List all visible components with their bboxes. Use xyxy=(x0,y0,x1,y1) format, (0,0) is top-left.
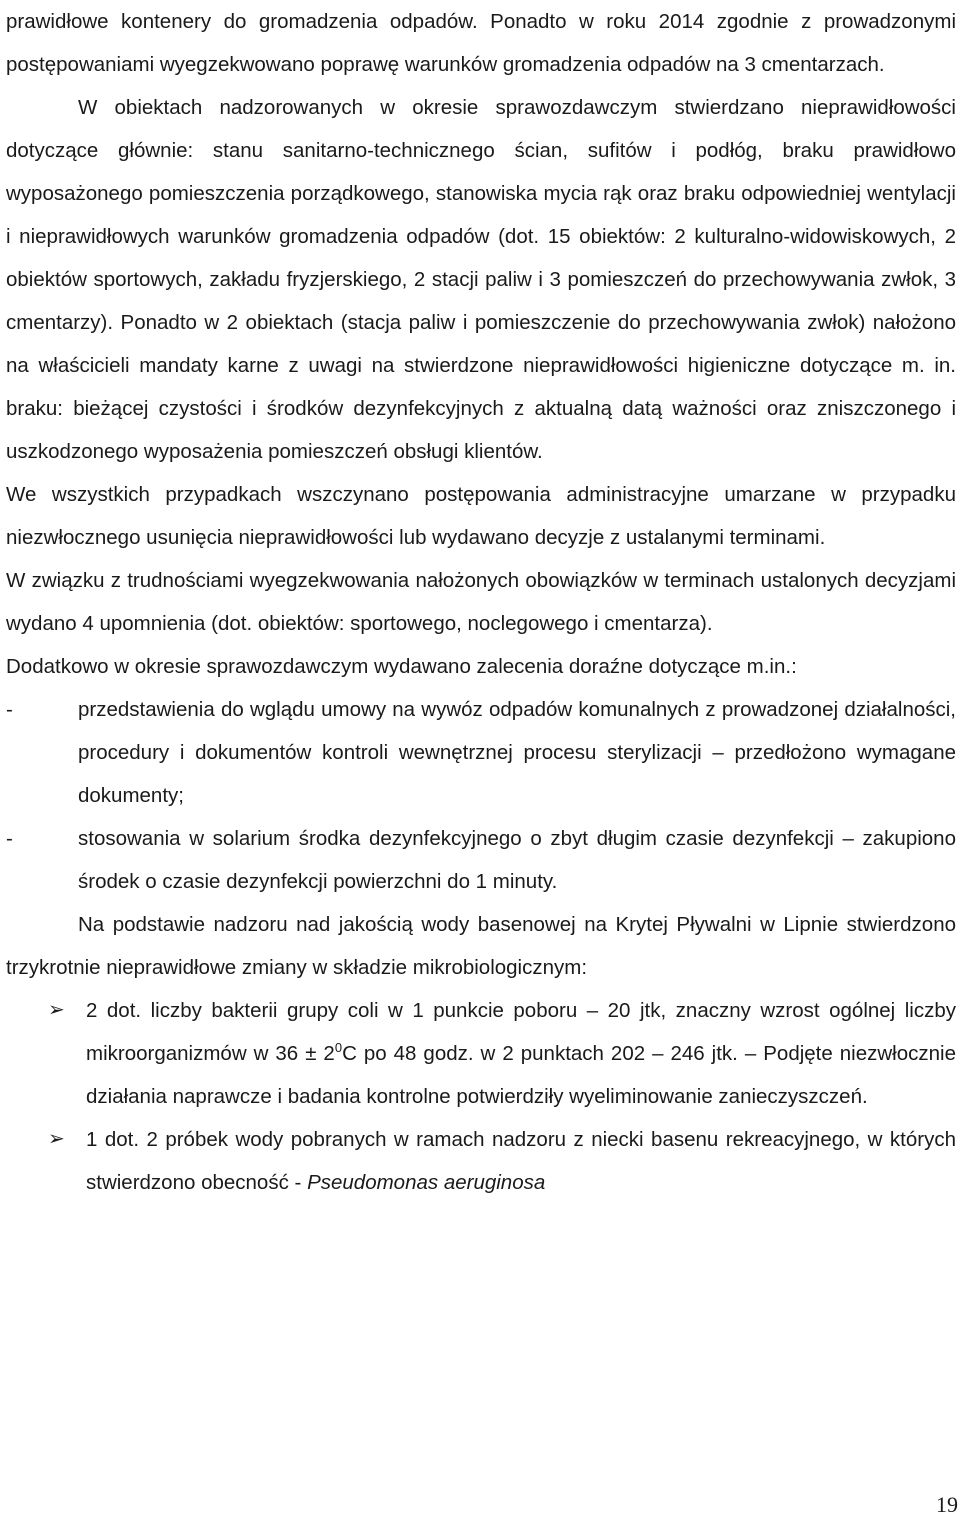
list-item-text: 2 dot. liczby bakterii grupy coli w 1 punkcie poboru – 20 jtk, znaczny wzrost ogólnej liczby mikroorganizmów w 36 ± 2 xyxy=(86,999,956,1065)
paragraph: Na podstawie nadzoru nad jakością wody basenowej na Krytej Pływalni w Lipnie stwierdzono trzykrotnie nieprawidłowe zmiany w składzie mikrobiologicznym: xyxy=(6,913,956,979)
dash-marker: - xyxy=(6,698,13,721)
superscript: 0 xyxy=(334,1040,343,1055)
page-number: 19 xyxy=(936,1492,958,1517)
paragraph: Dodatkowo w okresie sprawozdawczym wydawano zalecenia doraźne dotyczące m.in.: xyxy=(6,655,797,678)
paragraph: prawidłowe kontenery do gromadzenia odpadów. Ponadto w roku 2014 zgodnie z prowadzonymi postępowaniami wyegzekwowano poprawę warunków gromadzenia odpadów na 3 cmentarzach. xyxy=(6,10,956,76)
list-item-text: stosowania w solarium środka dezynfekcyjnego o zbyt długim czasie dezynfekcji – zakupiono środek o czasie dezynfekcji powierzchni do 1 minuty. xyxy=(78,827,956,893)
bullet-list-item xyxy=(6,1118,956,1204)
dash-marker: - xyxy=(6,827,13,850)
paragraph: W związku z trudnościami wyegzekwowania nałożonych obowiązków w terminach ustalonych decyzjami wydano 4 upomnienia (dot. obiektów: sportowego, noclegowego i cmentarza). xyxy=(6,569,956,635)
arrow-bullet-icon: ➢ xyxy=(48,999,65,1021)
list-item-text: 1 dot. 2 próbek wody pobranych w ramach nadzoru z niecki basenu rekreacyjnego, w których stwierdzono obecność - xyxy=(86,1128,956,1194)
document-page xyxy=(6,0,956,1204)
dash-list-item xyxy=(6,688,956,817)
list-item-text: przedstawienia do wglądu umowy na wywóz odpadów komunalnych z prowadzonej działalności, procedury i dokumentów kontroli wewnętrznej procesu sterylizacji – przedłożono wymagane dokumenty; xyxy=(78,698,956,807)
arrow-bullet-icon: ➢ xyxy=(48,1128,65,1150)
list-item-text: C po 48 godz. w 2 punktach 202 – 246 jtk. – Podjęte niezwłocznie działania naprawcze i badania kontrolne potwierdziły wyeliminowanie zanieczyszczeń. xyxy=(86,1042,956,1108)
species-name: Pseudomonas aeruginosa xyxy=(307,1171,546,1194)
paragraph: We wszystkich przypadkach wszczynano postępowania administracyjne umarzane w przypadku niezwłocznego usunięcia nieprawidłowości lub wydawano decyzje z ustalanymi terminami. xyxy=(6,483,956,549)
dash-list-item xyxy=(6,817,956,903)
bullet-list-item xyxy=(6,989,956,1118)
paragraph: W obiektach nadzorowanych w okresie sprawozdawczym stwierdzano nieprawidłowości dotyczące głównie: stanu sanitarno-technicznego ścian, sufitów i podłóg, braku prawidłowo wyposażonego pomieszczenia porządkowego, stanowiska mycia rąk oraz braku odpowiedniej wentylacji i nieprawidłowych warunków gromadzenia odpadów (dot. 15 obiektów: 2 kulturalno-widowiskowych, 2 obiektów sportowych, zakładu fryzjerskiego, 2 stacji paliw i 3 pomieszczeń do przechowywania zwłok, 3 cmentarzy). Ponadto w 2 obiektach (stacja paliw i pomieszczenie do przechowywania zwłok) nałożono na właścicieli mandaty karne z uwagi na stwierdzone nieprawidłowości higieniczne dotyczące m. in. braku: bieżącej czystości i środków dezynfekcyjnych z aktualną datą ważności oraz zniszczonego i uszkodzonego wyposażenia pomieszczeń obsługi klientów. xyxy=(6,96,956,463)
